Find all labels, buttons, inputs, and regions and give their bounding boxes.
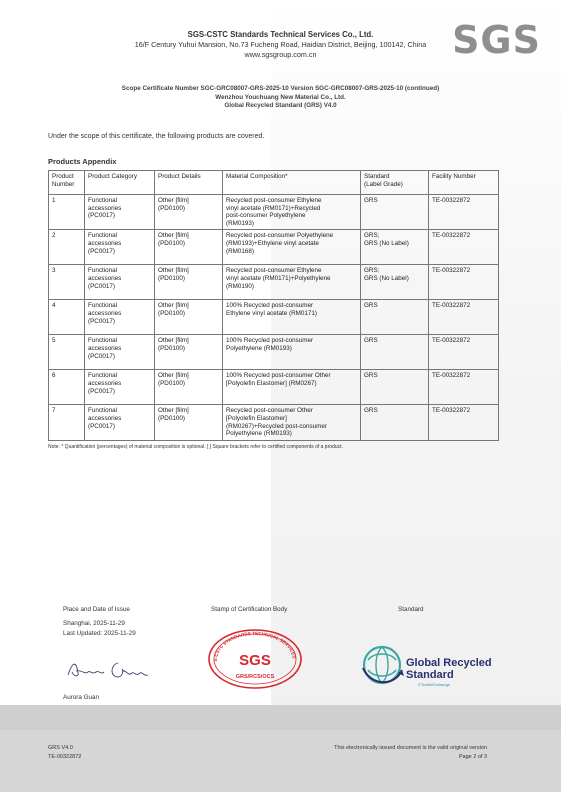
cell-standard: GRS xyxy=(361,195,429,230)
cell-product-details: Other [film] (PD0100) xyxy=(155,195,223,230)
table-header-row xyxy=(49,171,499,195)
products-appendix-title: Products Appendix xyxy=(48,157,117,166)
place-date-label: Place and Date of Issue xyxy=(63,606,130,613)
cell-product-details: Other [film] (PD0100) xyxy=(155,370,223,405)
footer-page-number: Page 2 of 3 xyxy=(458,754,487,760)
table-body xyxy=(49,195,499,441)
last-updated-date: Last Updated: 2025-11-29 xyxy=(63,629,136,637)
globe-icon xyxy=(360,640,406,690)
cell-material-composition: 100% Recycled post-consumer Polyethylene (RM0193) xyxy=(223,335,361,370)
cell-product-category: Functional accessories (PC0017) xyxy=(85,405,155,440)
cell-product-category: Functional accessories (PC0017) xyxy=(85,265,155,300)
cell-material-composition: Recycled post-consumer Ethylene vinyl acetate (RM0171)+Recycled post-consumer Polyethylene (RM0193) xyxy=(223,195,361,230)
table-row xyxy=(49,300,499,335)
cell-product-category: Functional accessories (PC0017) xyxy=(85,335,155,370)
table-row xyxy=(49,265,499,300)
stamp-center-text: SGS xyxy=(239,652,271,669)
issue-place-date xyxy=(63,619,136,638)
cell-standard: GRS; GRS (No Label) xyxy=(361,230,429,265)
cell-product-number: 2 xyxy=(49,230,85,265)
table-row xyxy=(49,195,499,230)
cell-material-composition: Recycled post-consumer Other [Polyolefin Elastomer] (RM0267)+Recycled post-consumer Polyethylene (RM0193) xyxy=(223,405,361,440)
column-header-product-category: Product Category xyxy=(85,171,155,195)
cell-facility-number: TE-00322872 xyxy=(429,195,499,230)
cell-product-details: Other [film] (PD0100) xyxy=(155,300,223,335)
column-header-material-composition: Material Composition* xyxy=(223,171,361,195)
sgs-logo: SGS xyxy=(452,18,541,62)
cell-standard: GRS; GRS (No Label) xyxy=(361,265,429,300)
standard-name: Global Recycled Standard (GRS) V4.0 xyxy=(224,102,337,110)
cell-material-composition: 100% Recycled post-consumer Other [Polyolefin Elastomer] (RM0267) xyxy=(223,370,361,405)
scope-certificate-number: Scope Certificate Number SGC-GRC08007-GRS-2025-10 Version SGC-GRC08007-GRS-2025-10 (continued) xyxy=(121,85,440,92)
cell-facility-number: TE-00322872 xyxy=(429,230,499,265)
cell-facility-number: TE-00322872 xyxy=(429,335,499,370)
issuer-address: 16/F Century Yuhui Mansion, No.73 Fucheng Road, Haidian District, Beijing, 100142, China xyxy=(134,40,427,49)
certification-stamp-icon xyxy=(207,628,303,690)
cell-product-category: Functional accessories (PC0017) xyxy=(85,230,155,265)
stamp-arc-text: S-CSTC STANDARDS TECHNICAL SERVICES xyxy=(212,630,297,662)
cell-product-number: 3 xyxy=(49,265,85,300)
cell-facility-number: TE-00322872 xyxy=(429,300,499,335)
issuer-company: SGS-CSTC Standards Technical Services Co., Ltd. xyxy=(187,30,374,39)
handwritten-signature xyxy=(66,655,156,685)
column-header-standard-label-grade: Standard (Label Grade) xyxy=(361,171,429,195)
cell-product-details: Other [film] (PD0100) xyxy=(155,265,223,300)
cell-facility-number: TE-00322872 xyxy=(429,370,499,405)
footer-left xyxy=(48,744,81,762)
cell-product-number: 5 xyxy=(49,335,85,370)
certified-organization: Wenzhou Youchuang New Material Co., Ltd. xyxy=(215,93,346,101)
products-table xyxy=(48,170,499,441)
grs-logo-title: Global Recycled xyxy=(406,657,492,669)
grs-logo-subtitle: Standard xyxy=(406,669,454,681)
signer-name: Aurora Guan xyxy=(63,694,100,701)
table-row xyxy=(49,335,499,370)
table-row xyxy=(49,405,499,440)
cell-product-number: 1 xyxy=(49,195,85,230)
footer-right xyxy=(334,744,487,762)
cell-standard: GRS xyxy=(361,335,429,370)
cell-product-details: Other [film] (PD0100) xyxy=(155,230,223,265)
cell-material-composition: Recycled post-consumer Polyethylene (RM0193)+Ethylene vinyl acetate (RM0168) xyxy=(223,230,361,265)
footer-facility: TE-00322872 xyxy=(48,754,82,760)
footer-electronic-notice: This electronically issued document is the valid original version xyxy=(334,745,487,751)
cell-product-category: Functional accessories (PC0017) xyxy=(85,300,155,335)
cell-product-details: Other [film] (PD0100) xyxy=(155,335,223,370)
table-row xyxy=(49,230,499,265)
cell-standard: GRS xyxy=(361,300,429,335)
textile-exchange-mark: ©TextileExchange xyxy=(418,682,451,687)
cell-product-number: 6 xyxy=(49,370,85,405)
grs-logo xyxy=(360,640,490,692)
standard-label: Standard xyxy=(398,606,424,613)
cell-product-category: Functional accessories (PC0017) xyxy=(85,370,155,405)
column-header-facility-number: Facility Number xyxy=(429,171,499,195)
cell-standard: GRS xyxy=(361,405,429,440)
cell-material-composition: Recycled post-consumer Ethylene vinyl acetate (RM0171)+Polyethylene (RM0190) xyxy=(223,265,361,300)
column-header-product-number: Product Number xyxy=(49,171,85,195)
column-header-product-details: Product Details xyxy=(155,171,223,195)
stamp-label: Stamp of Certification Body xyxy=(211,606,288,613)
cell-product-details: Other [film] (PD0100) xyxy=(155,405,223,440)
cell-product-category: Functional accessories (PC0017) xyxy=(85,195,155,230)
cell-facility-number: TE-00322872 xyxy=(429,405,499,440)
scope-intro-text: Under the scope of this certificate, the following products are covered. xyxy=(48,133,265,140)
scope-heading xyxy=(0,85,561,111)
table-row xyxy=(49,370,499,405)
cell-product-number: 4 xyxy=(49,300,85,335)
issue-city-date: Shanghai, 2025-11-29 xyxy=(63,620,125,627)
footer-version: GRS V4.0 xyxy=(48,745,73,751)
cell-product-number: 7 xyxy=(49,405,85,440)
cell-facility-number: TE-00322872 xyxy=(429,265,499,300)
issuer-website[interactable]: www.sgsgroup.com.cn xyxy=(244,50,317,59)
cell-material-composition: 100% Recycled post-consumer Ethylene vinyl acetate (RM0171) xyxy=(223,300,361,335)
composition-note: Note: * Quantification (percentages) of material composition is optional. [ ] Square brackets refer to certified components of a product. xyxy=(48,444,343,450)
signature-labels xyxy=(0,606,561,618)
issuer-header xyxy=(0,30,561,60)
cell-standard: GRS xyxy=(361,370,429,405)
stamp-bottom-text: GRS/RCS/OCS xyxy=(235,674,275,680)
